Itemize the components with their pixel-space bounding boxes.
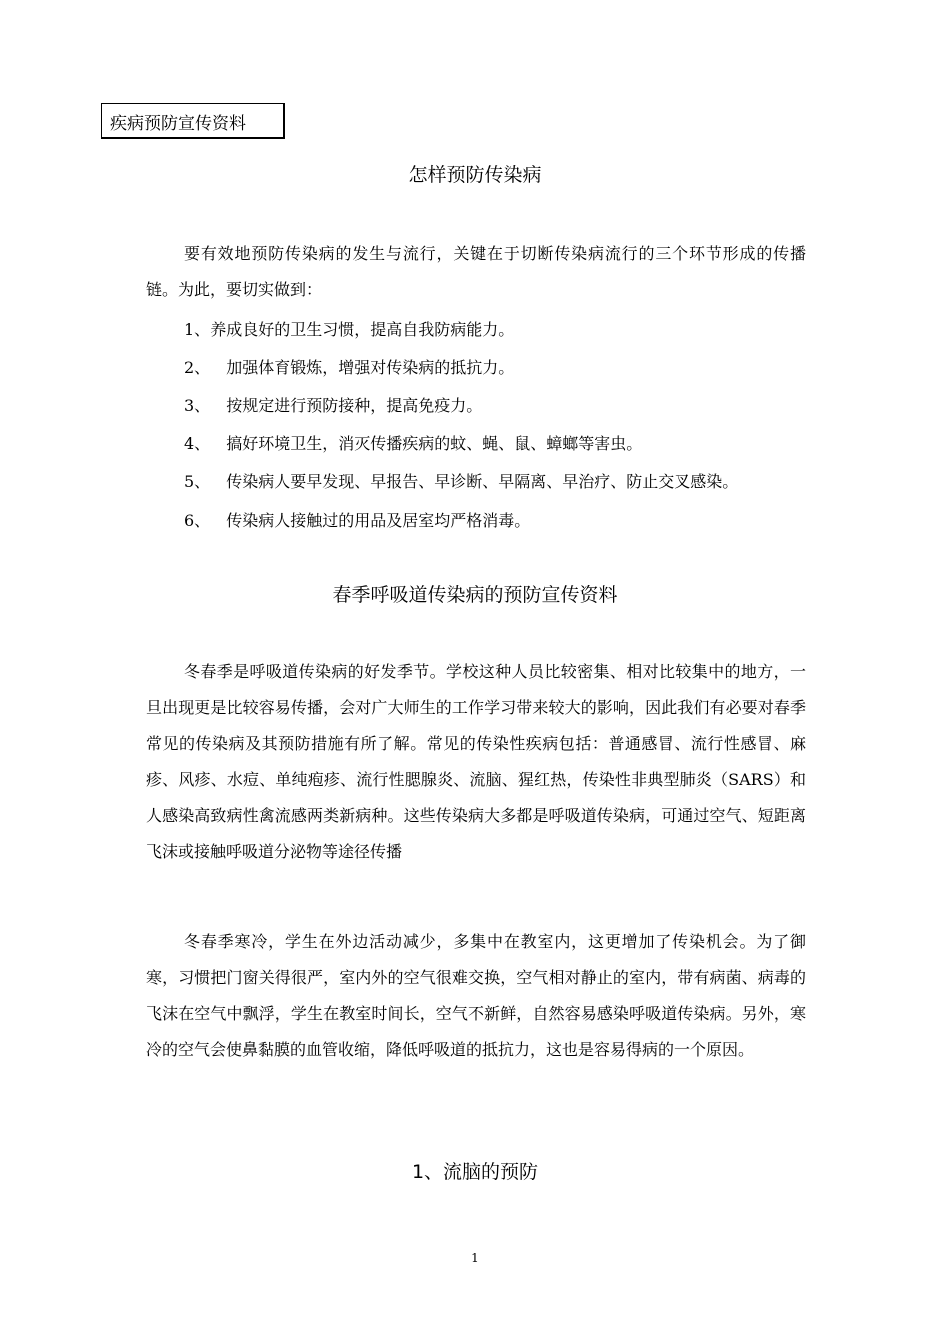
list-item-text: 传染病人要早发现、早报告、早诊断、早隔离、早治疗、防止交叉感染。 bbox=[226, 472, 739, 491]
list-item-number: 5、 bbox=[184, 472, 211, 491]
list-item bbox=[184, 434, 824, 454]
list-item-text: 养成良好的卫生习惯，提高自我防病能力。 bbox=[210, 320, 515, 339]
body-paragraph-2: 冬春季寒冷，学生在外边活动减少，多集中在教室内，这更增加了传染机会。为了御寒，习惯把门窗关得很严，室内外的空气很难交换，空气相对静止的室内，带有病菌、病毒的飞沫在空气中飘浮，学生在教室时间长，空气不新鲜，自然容易感染呼吸道传染病。另外，寒冷的空气会使鼻黏膜的血管收缩，降低呼吸道的抵抗力，这也是容易得病的一个原因。 bbox=[146, 932, 806, 1059]
list-item-text: 按规定进行预防接种，提高免疫力。 bbox=[226, 396, 483, 415]
list-item-number: 2、 bbox=[184, 358, 211, 377]
list-item bbox=[184, 320, 824, 340]
body-paragraph-1: 冬春季是呼吸道传染病的好发季节。学校这种人员比较密集、相对比较集中的地方，一旦出现更是比较容易传播，会对广大师生的工作学习带来较大的影响，因此我们有必要对春季常见的传染病及其预防措施有所了解。常见的传染性疾病包括：普通感冒、流行性感冒、麻疹、风疹、水痘、单纯疱疹、流行性腮腺炎、流脑、猩红热，传染性非典型肺炎（SARS）和人感染高致病性禽流感两类新病种。这些传染病大多都是呼吸道传染病，可通过空气、短距离飞沫或接触呼吸道分泌物等途径传播 bbox=[146, 662, 806, 861]
subsection-title-meningitis: 1、流脑的预防 bbox=[411, 1161, 539, 1183]
list-item-number: 3、 bbox=[184, 396, 211, 415]
list-item-number: 6、 bbox=[184, 511, 211, 530]
list-item bbox=[184, 358, 824, 378]
page-number: 1 bbox=[471, 1251, 479, 1265]
list-item bbox=[184, 472, 824, 492]
list-item bbox=[184, 511, 824, 531]
list-item-text: 传染病人接触过的用品及居室均严格消毒。 bbox=[226, 511, 531, 530]
list-item-number: 1、 bbox=[184, 320, 211, 339]
list-item bbox=[184, 396, 824, 416]
list-item-text: 加强体育锻炼，增强对传染病的抵抗力。 bbox=[226, 358, 515, 377]
list-item-text: 搞好环境卫生，消灭传播疾病的蚊、蝇、鼠、蟑螂等害虫。 bbox=[226, 434, 643, 453]
section-title-spring-respiratory: 春季呼吸道传染病的预防宣传资料 bbox=[332, 584, 618, 606]
section-title-prevent-infectious-disease: 怎样预防传染病 bbox=[408, 164, 542, 186]
list-item-number: 4、 bbox=[184, 434, 211, 453]
category-label-box: 疾病预防宣传资料 bbox=[101, 103, 285, 139]
intro-paragraph: 要有效地预防传染病的发生与流行，关键在于切断传染病流行的三个环节形成的传播链。为此，要切实做到： bbox=[146, 244, 806, 299]
